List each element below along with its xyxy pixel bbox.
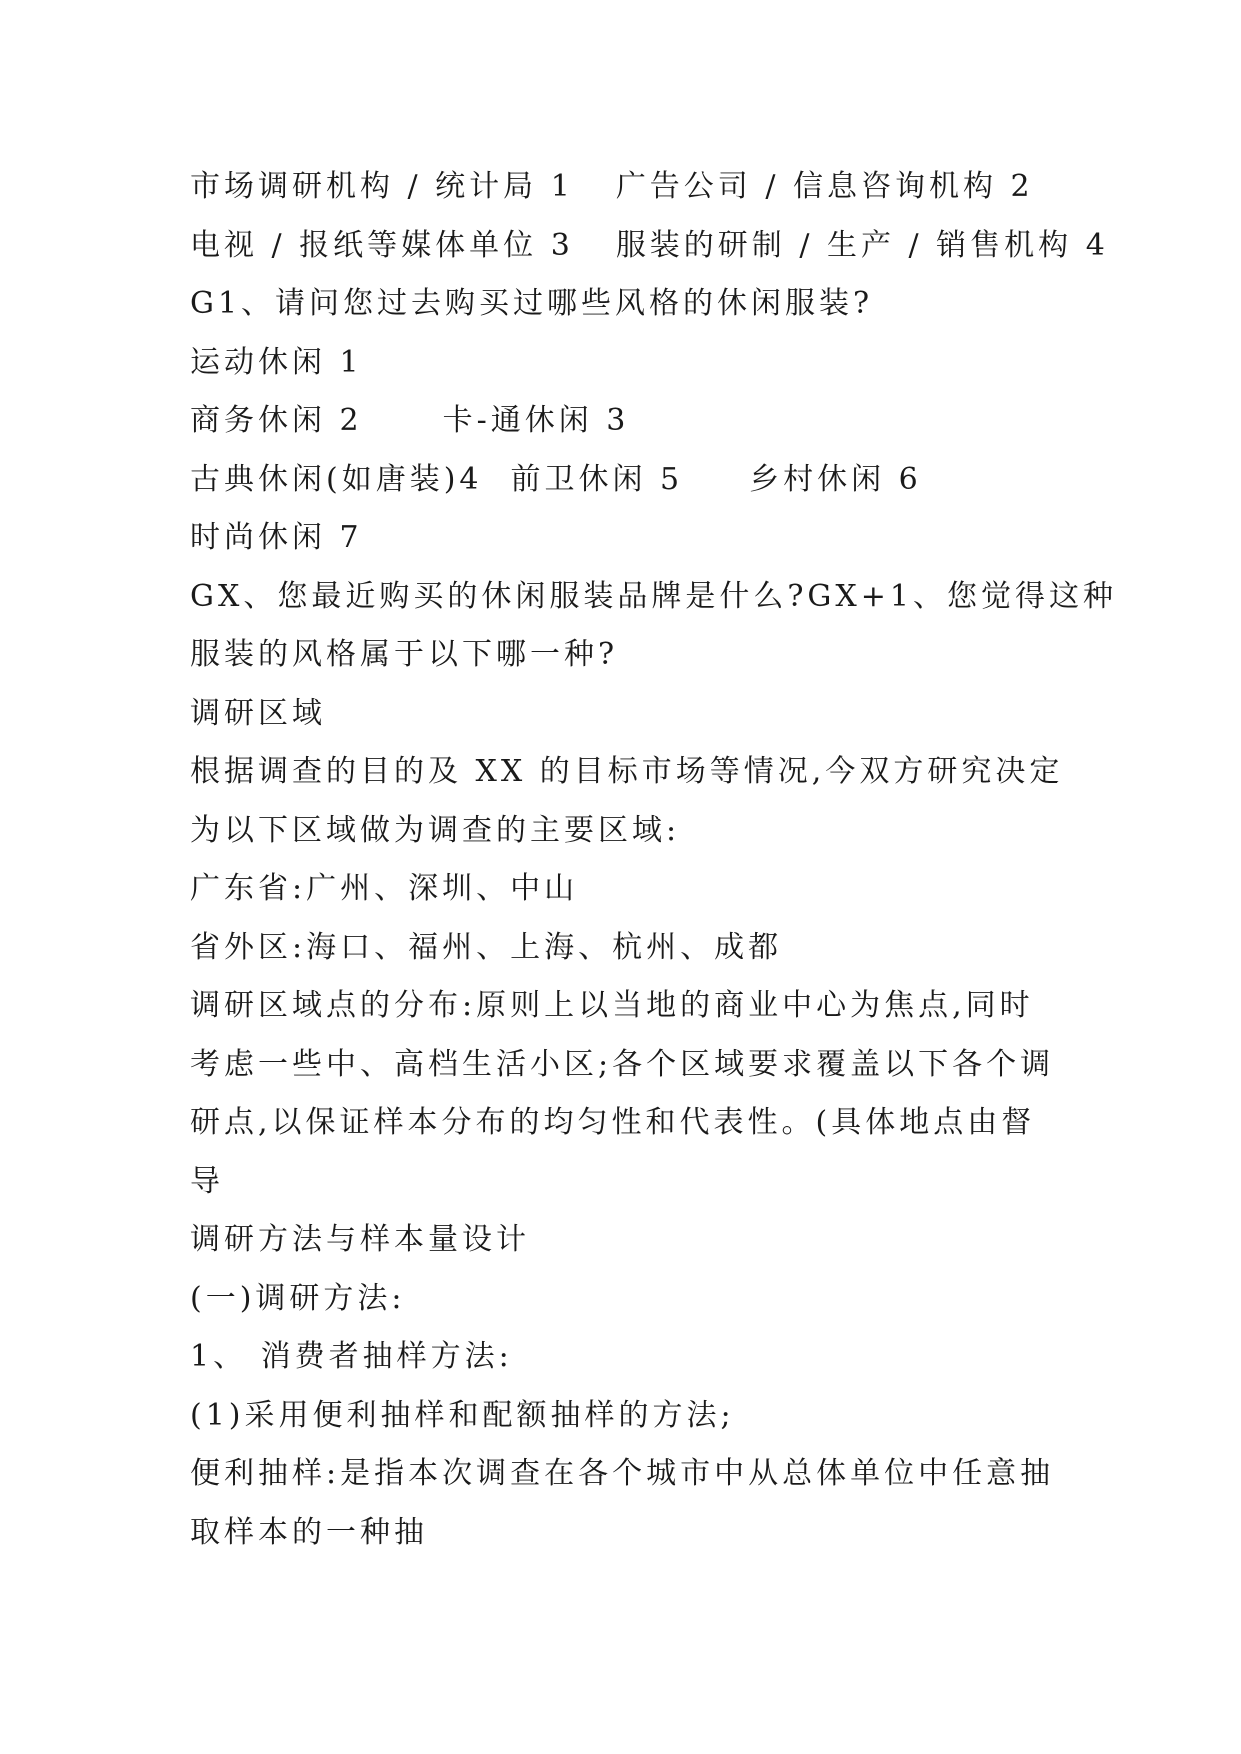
option-media-unit: 电视 / 报纸等媒体单位 3: [190, 227, 574, 263]
style-option-cartoon: 卡-通休闲 3: [442, 403, 630, 438]
style-option-sports: 运动休闲 1: [190, 344, 363, 380]
paragraph-line: 调研区域点的分布:原则上以当地的商业中心为焦点,同时: [190, 988, 1034, 1023]
style-option-line-1: [190, 334, 1060, 393]
paragraph-line: 取样本的一种抽: [190, 1514, 428, 1550]
option-ad-agency: 广告公司 / 信息咨询机构 2: [615, 169, 1034, 204]
question-gx-cont: 服装的风格属于以下哪一种?: [190, 637, 619, 672]
option-line-2: [190, 217, 1109, 276]
paragraph-line: 导: [190, 1163, 224, 1199]
style-option-rural: 乡村休闲 6: [749, 461, 922, 497]
paragraph-line: 为以下区域做为调查的主要区域:: [190, 812, 681, 848]
style-option-line-3: [190, 451, 1060, 510]
paragraph-line: 考虑一些中、高档生活小区;各个区域要求覆盖以下各个调: [190, 1046, 1055, 1082]
style-option-line-2: [190, 392, 1060, 451]
style-option-classic: 古典休闲(如唐装)4: [190, 461, 483, 497]
region-outside-province: 省外区:海口、福州、上海、杭州、成都: [190, 929, 783, 965]
option-apparel-org: 服装的研制 / 生产 / 销售机构 4: [615, 227, 1109, 263]
document-body: [190, 158, 1117, 1562]
option-line-1: [190, 158, 1060, 217]
list-item-consumer-sampling: 1、 消费者抽样方法:: [190, 1339, 513, 1374]
section-heading-method: 调研方法与样本量设计: [190, 1222, 530, 1257]
style-option-line-4: [190, 509, 1060, 568]
option-market-research: 市场调研机构 / 统计局 1: [190, 169, 574, 204]
style-option-business: 商务休闲 2: [190, 403, 363, 438]
paragraph-line: 根据调查的目的及 XX 的目标市场等情况,今双方研究决定: [190, 754, 1064, 789]
paragraph-line: 便利抽样:是指本次调查在各个城市中从总体单位中任意抽: [190, 1456, 1055, 1491]
section-heading-region: 调研区域: [190, 695, 326, 731]
paragraph-line: 研点,以保证样本分布的均匀性和代表性。(具体地点由督: [190, 1105, 1036, 1140]
style-option-fashion: 时尚休闲 7: [190, 520, 363, 555]
region-guangdong: 广东省:广州、深圳、中山: [190, 871, 579, 906]
subheading-method: (一)调研方法:: [190, 1280, 406, 1316]
question-g1: G1、请问您过去购买过哪些风格的休闲服装?: [190, 286, 874, 321]
style-option-avant-garde: 前卫休闲 5: [510, 461, 684, 497]
question-gx: GX、您最近购买的休闲服装品牌是什么?GX+1、您觉得这种: [190, 578, 1117, 614]
list-item-sampling-approach: (1)采用便利抽样和配额抽样的方法;: [190, 1397, 735, 1433]
